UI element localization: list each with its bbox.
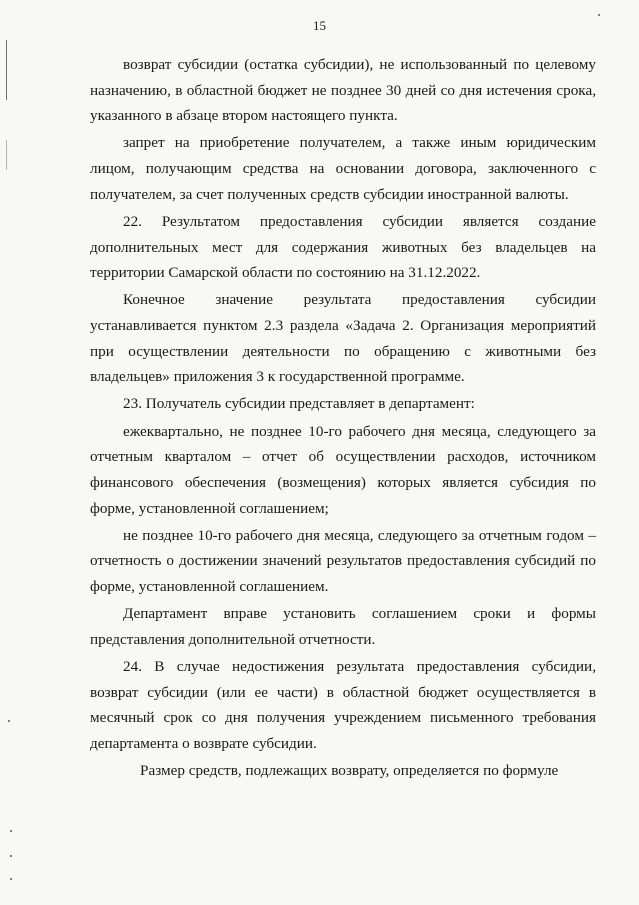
paragraph: Конечное значение результата предоставления субсидии устанавливается пунктом 2.3 раздела «Задача 2. Организация мероприятий при осуществлении деятельности по обращению с животными без владельцев» приложения 3 к государственной программе. bbox=[90, 291, 596, 386]
scan-dot bbox=[10, 830, 12, 832]
scan-dot bbox=[10, 855, 12, 857]
paragraph: ежеквартально, не позднее 10-го рабочего дня месяца, следующего за отчетным кварталом – отчет об осуществлении расходов, источником финансового обеспечения (возмещения) которых является субсидия по форме, установленной соглашением; bbox=[90, 422, 596, 517]
paragraph: запрет на приобретение получателем, а также иным юридическим лицом, получающим средства на основании договора, заключенного с получателем, за счет полученных средств субсидии иностранной валюты. bbox=[90, 134, 596, 203]
scan-dot bbox=[10, 878, 12, 880]
scan-mark bbox=[6, 40, 7, 100]
scan-mark bbox=[6, 140, 7, 170]
paragraph: 24. В случае недостижения результата предоставления субсидии, возврат субсидии (или ее части) в областной бюджет осуществляется в месячный срок со дня получения учреждением письменного требования департамента о возврате субсидии. bbox=[90, 658, 596, 752]
page-number: 15 bbox=[313, 18, 326, 33]
scan-dot bbox=[8, 720, 10, 722]
paragraph: Размер средств, подлежащих возврату, определяется по формуле bbox=[140, 762, 559, 780]
document-body bbox=[90, 52, 596, 786]
paragraph: 23. Получатель субсидии представляет в департамент: bbox=[123, 395, 475, 413]
paragraph: не позднее 10-го рабочего дня месяца, следующего за отчетным годом – отчетность о достижении значений результатов предоставления субсидий по форме, установленной соглашением. bbox=[90, 526, 596, 595]
scan-dot bbox=[598, 14, 600, 16]
paragraph: Департамент вправе установить соглашением сроки и формы представления дополнительной отчетности. bbox=[90, 605, 596, 648]
paragraph: возврат субсидии (остатка субсидии), не использованный по целевому назначению, в областной бюджет не позднее 30 дней со дня истечения срока, указанного в абзаце втором настоящего пункта. bbox=[90, 56, 596, 125]
paragraph: 22. Результатом предоставления субсидии является создание дополнительных мест для содержания животных без владельцев на территории Самарской области по состоянию на 31.12.2022. bbox=[90, 212, 596, 282]
